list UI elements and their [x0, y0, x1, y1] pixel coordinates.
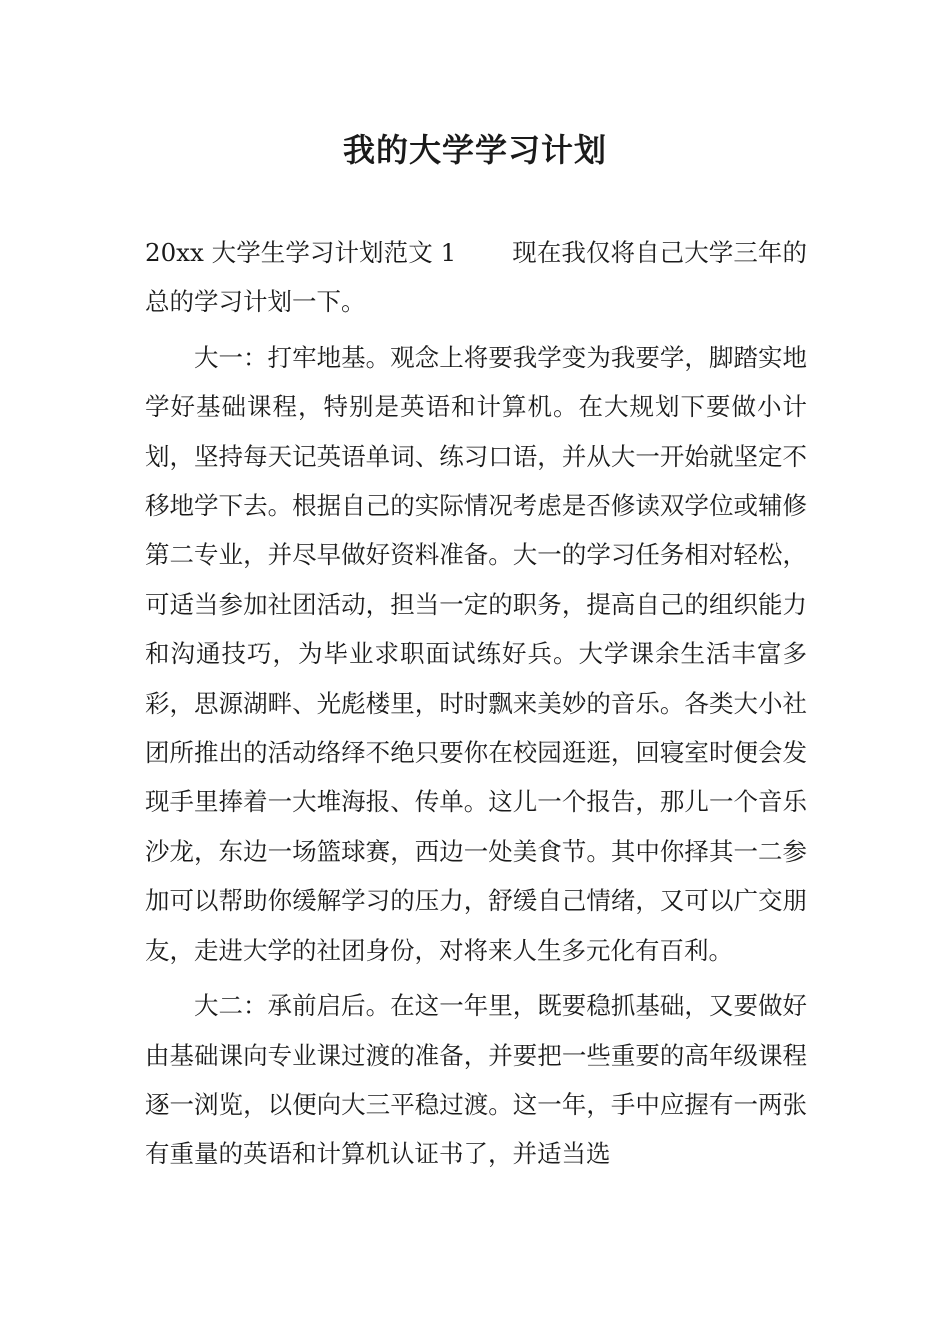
document-title: 我的大学学习计划 [342, 131, 607, 169]
paragraph-year-two: 大二：承前启后。在这一年里，既要稳抓基础，又要做好由基础课向专业课过渡的准备，并要把一些重要的高年级课程逐一浏览，以便向大三平稳过渡。这一年，手中应握有一两张有重量的英语和计算机认证书了，并适当选 [145, 991, 807, 1169]
paragraph-year-one: 大一：打牢地基。观念上将要我学变为我要学，脚踏实地学好基础课程，特别是英语和计算机。在大规划下要做小计划，坚持每天记英语单词、练习口语，并从大一开始就坚定不移地学下去。根据自己的实际情况考虑是否修读双学位或辅修第二专业，并尽早做好资料准备。大一的学习任务相对轻松，可适当参加社团活动，担当一定的职务，提高自己的组织能力和沟通技巧，为毕业求职面试练好兵。大学课余生活丰富多彩，思源湖畔、光彪楼里，时时飘来美妙的音乐。各类大小社团所推出的活动络绎不绝只要你在校园逛逛，回寝室时便会发现手里捧着一大堆海报、传单。这儿一个报告，那儿一个音乐沙龙，东边一场篮球赛，西边一处美食节。其中你择其一二参加可以帮助你缓解学习的压力，舒缓自己情绪，又可以广交朋友，走进大学的社团身份，对将来人生多元化有百利。 [145, 342, 807, 965]
intro-paragraph [145, 228, 807, 327]
intro-heading: 20xx 大学生学习计划范文 1 [145, 238, 457, 267]
document-body [145, 228, 807, 1185]
intro-text: 现在我仅将自己大学三年的总的学习计划一下。 [145, 238, 807, 317]
